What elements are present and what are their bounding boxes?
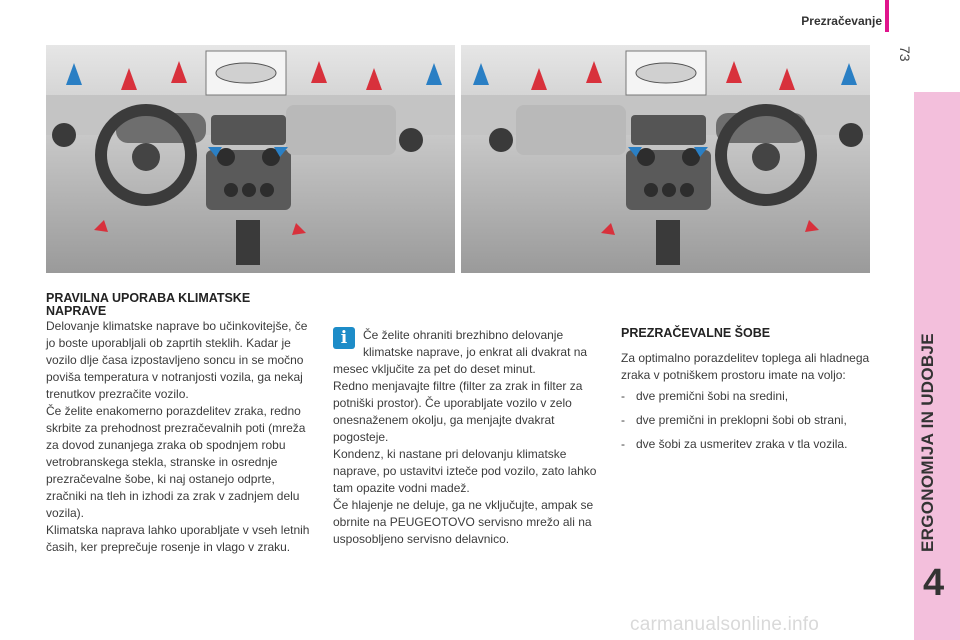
dashboard-lhd-svg	[46, 45, 455, 273]
paragraph: Če hlajenje ne deluje, ga ne vključujte, ampak se obrnite na PEUGEOTOVO servisno mrežo ali na usposobljeno servisno delavnico.	[333, 498, 594, 546]
section-vents	[621, 327, 891, 453]
chapter-title: ERGONOMIJA IN UDOBJE	[918, 333, 937, 552]
paragraph: Če želite ohraniti brezhibno delovanje klimatske naprave, jo enkrat ali dvakrat na mesec vključite za pet do deset minut.	[333, 328, 588, 376]
watermark: carmanualsonline.info	[630, 614, 820, 635]
section-title-line2: NAPRAVE	[46, 304, 107, 318]
header-accent-bar	[885, 0, 889, 32]
section-ac-usage	[46, 292, 318, 556]
dashboard-illustration-rhd	[461, 45, 870, 273]
list-item: - dve premični šobi na sredini,	[621, 389, 789, 403]
dashboard-illustration-lhd	[46, 45, 455, 273]
header-title: Prezračevanje	[801, 14, 882, 28]
paragraph: Za optimalno porazdelitev toplega ali hladnega zraka v potniškem prostoru imate na voljo:	[621, 351, 870, 382]
chapter-number: 4	[923, 562, 945, 604]
section-ac-usage-title	[46, 292, 318, 318]
page-number: 73	[897, 46, 913, 62]
paragraph: Delovanje klimatske naprave bo učinkovitejše, če jo boste uporabljali ob zaprtih steklih. Kadar je vozilo dlje časa izpostavljeno soncu in se močno poviša temperatura v notranjosti vozila, ga nekaj trenutkov prezračite vozilo.	[46, 319, 308, 401]
paragraph: Če želite enakomerno porazdelitev zraka, redno skrbite za prehodnost prezračevalnih poti (mreža za dovod zunanjega zraka ob spodnjem robu vetrobranskega stekla, stranske in osrednje prezračevalne šobe, ki naj ostanejo odprte, zračniki na tleh in izhodi za zrak v zadnjem delu vozila).	[46, 404, 306, 520]
info-icon: i	[333, 327, 355, 349]
dashboard-rhd-svg	[461, 45, 870, 273]
paragraph: Redno menjavajte filtre (filter za zrak in filter za potniški prostor). Če uporabljate vozilo v zelo onesnaženem okolju, ga menjajte dvakrat pogosteje.	[333, 379, 583, 444]
paragraph: Klimatska naprava lahko uporabljate v vseh letnih časih, ker preprečuje rosenje in vlago v zraku.	[46, 523, 310, 554]
section-title-line1: PRAVILNA UPORABA KLIMATSKE	[46, 291, 251, 305]
list-item: - dve premični in preklopni šobi ob strani,	[621, 413, 847, 427]
paragraph: Kondenz, ki nastane pri delovanju klimatske naprave, po ustavitvi izteče pod vozilo, zato lahko tam opazite vodni madež.	[333, 447, 597, 495]
list-item: - dve šobi za usmeritev zraka v tla vozila.	[621, 437, 848, 451]
info-box	[333, 327, 605, 548]
section-vents-title: PREZRAČEVALNE ŠOBE	[621, 326, 771, 340]
